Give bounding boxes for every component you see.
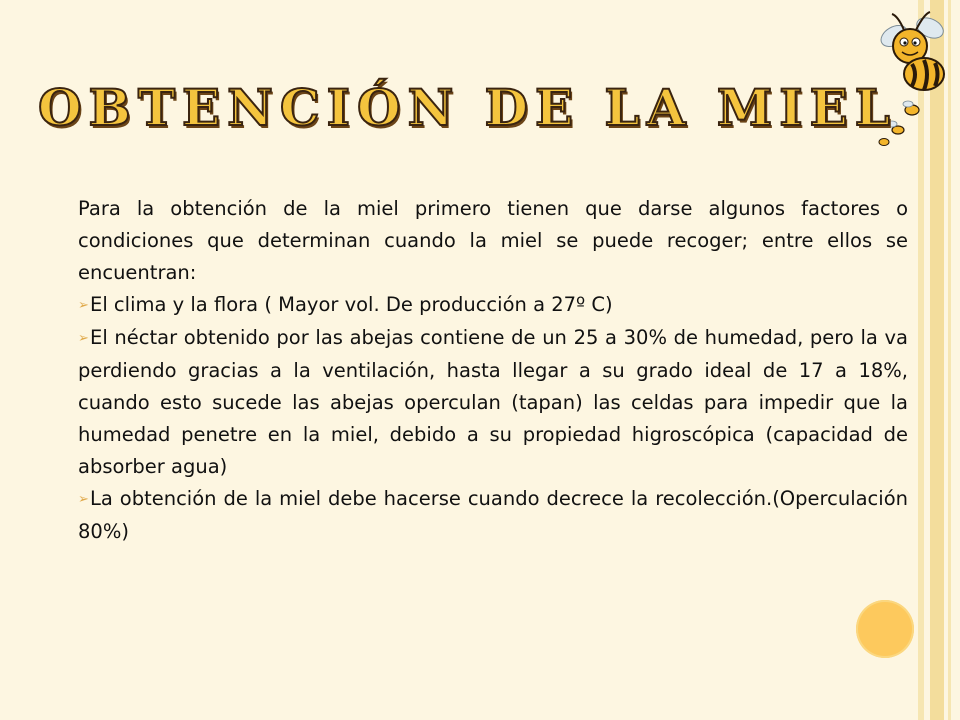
slide-body [78, 193, 908, 548]
bullet-text: El néctar obtenido por las abejas contiene de un 25 a 30% de humedad, pero la va perdiendo gracias a la ventilación, hasta llegar a su grado ideal de 17 a 18%, cuando esto sucede las abejas operculan (tapan) las celdas para impedir que la humedad penetre en la miel, debido a su propiedad higroscópica (capacidad de absorber agua) [78, 326, 908, 478]
list-item [78, 289, 908, 322]
intro-paragraph: Para la obtención de la miel primero tienen que darse algunos factores o condiciones que determinan cuando la miel se puede recoger; entre ellos se encuentran: [78, 197, 908, 284]
bullet-text: La obtención de la miel debe hacerse cuando decrece la recolección.(Operculación 80%) [78, 487, 908, 543]
decorative-circle [856, 600, 914, 658]
bullet-text: El clima y la flora ( Mayor vol. De producción a 27º C) [90, 293, 613, 316]
arrow-right-icon: ➢ [78, 492, 89, 507]
arrow-right-icon: ➢ [78, 298, 89, 313]
slide-title: OBTENCIÓN DE LA MIEL [38, 78, 897, 137]
arrow-right-icon: ➢ [78, 331, 89, 346]
bullet-list [78, 289, 908, 548]
list-item [78, 483, 908, 548]
list-item [78, 322, 908, 483]
